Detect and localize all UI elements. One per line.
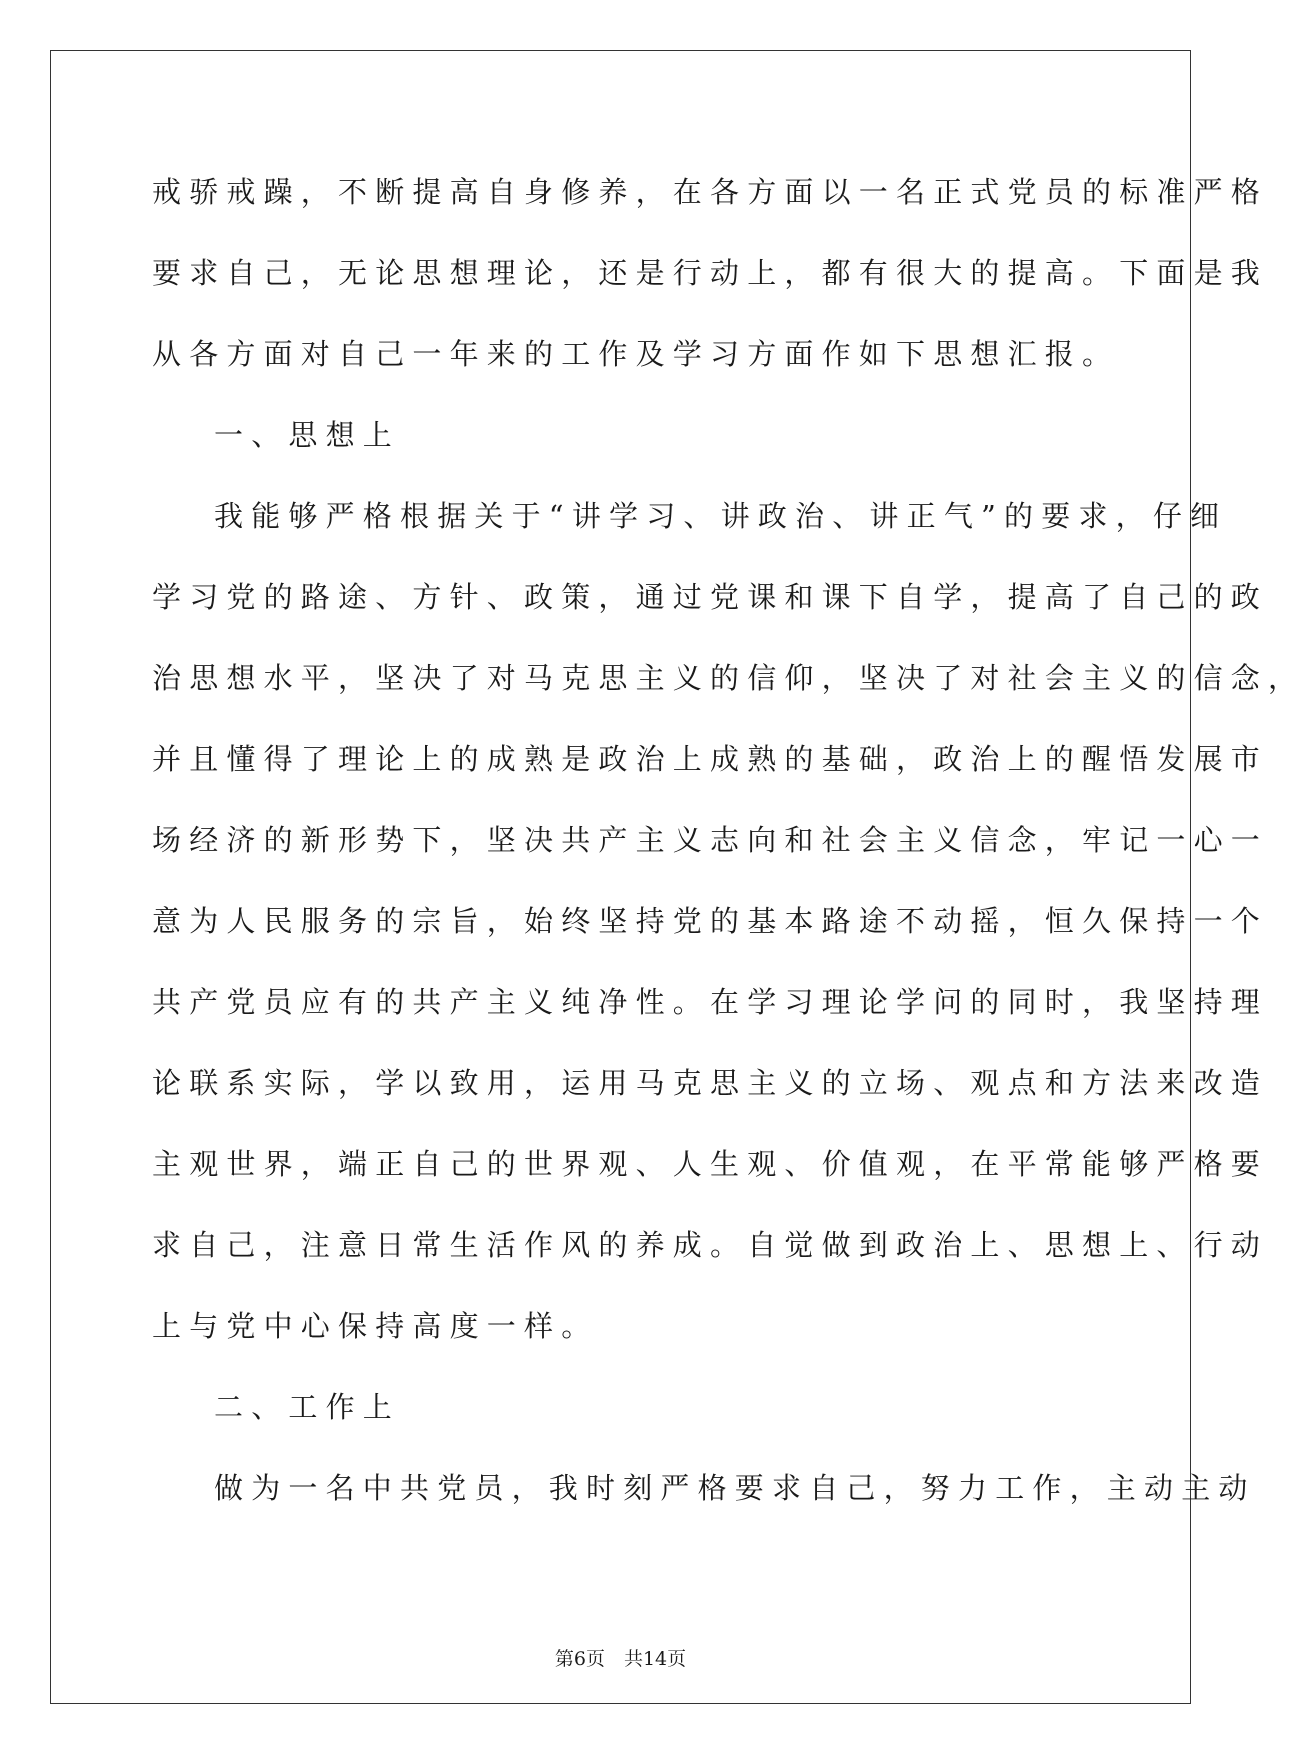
section-heading-work: 二、工作上 — [214, 1390, 401, 1424]
text-line: 戒骄戒躁，不断提高自身修养，在各方面以一名正式党员的标准严格 — [152, 175, 1269, 209]
text-line: 要求自己，无论思想理论，还是行动上，都有很大的提高。下面是我 — [152, 256, 1269, 290]
section-heading-ideology: 一、思想上 — [214, 418, 401, 452]
document-body — [152, 166, 1305, 1543]
text-line: 论联系实际，学以致用，运用马克思主义的立场、观点和方法来改造 — [152, 1066, 1269, 1100]
text-line: 我能够严格根据关于“讲学习、讲政治、讲正气”的要求，仔细 — [214, 499, 1228, 533]
text-line: 治思想水平，坚决了对马克思主义的信仰，坚决了对社会主义的信念， — [152, 661, 1305, 695]
text-line: 学习党的路途、方针、政策，通过党课和课下自学，提高了自己的政 — [152, 580, 1269, 614]
page-number: 第6页 共14页 — [554, 1648, 687, 1670]
text-line: 做为一名中共党员，我时刻严格要求自己，努力工作，主动主动 — [214, 1471, 1256, 1505]
text-line: 意为人民服务的宗旨，始终坚持党的基本路途不动摇，恒久保持一个 — [152, 904, 1269, 938]
text-line: 场经济的新形势下，坚决共产主义志向和社会主义信念，牢记一心一 — [152, 823, 1269, 857]
text-line: 共产党员应有的共产主义纯净性。在学习理论学问的同时，我坚持理 — [152, 985, 1269, 1019]
text-line: 从各方面对自己一年来的工作及学习方面作如下思想汇报。 — [152, 337, 1120, 371]
text-line: 求自己，注意日常生活作风的养成。自觉做到政治上、思想上、行动 — [152, 1228, 1269, 1262]
text-line: 上与党中心保持高度一样。 — [152, 1309, 599, 1343]
text-line: 并且懂得了理论上的成熟是政治上成熟的基础，政治上的醒悟发展市 — [152, 742, 1269, 776]
text-line: 主观世界，端正自己的世界观、人生观、价值观，在平常能够严格要 — [152, 1147, 1269, 1181]
